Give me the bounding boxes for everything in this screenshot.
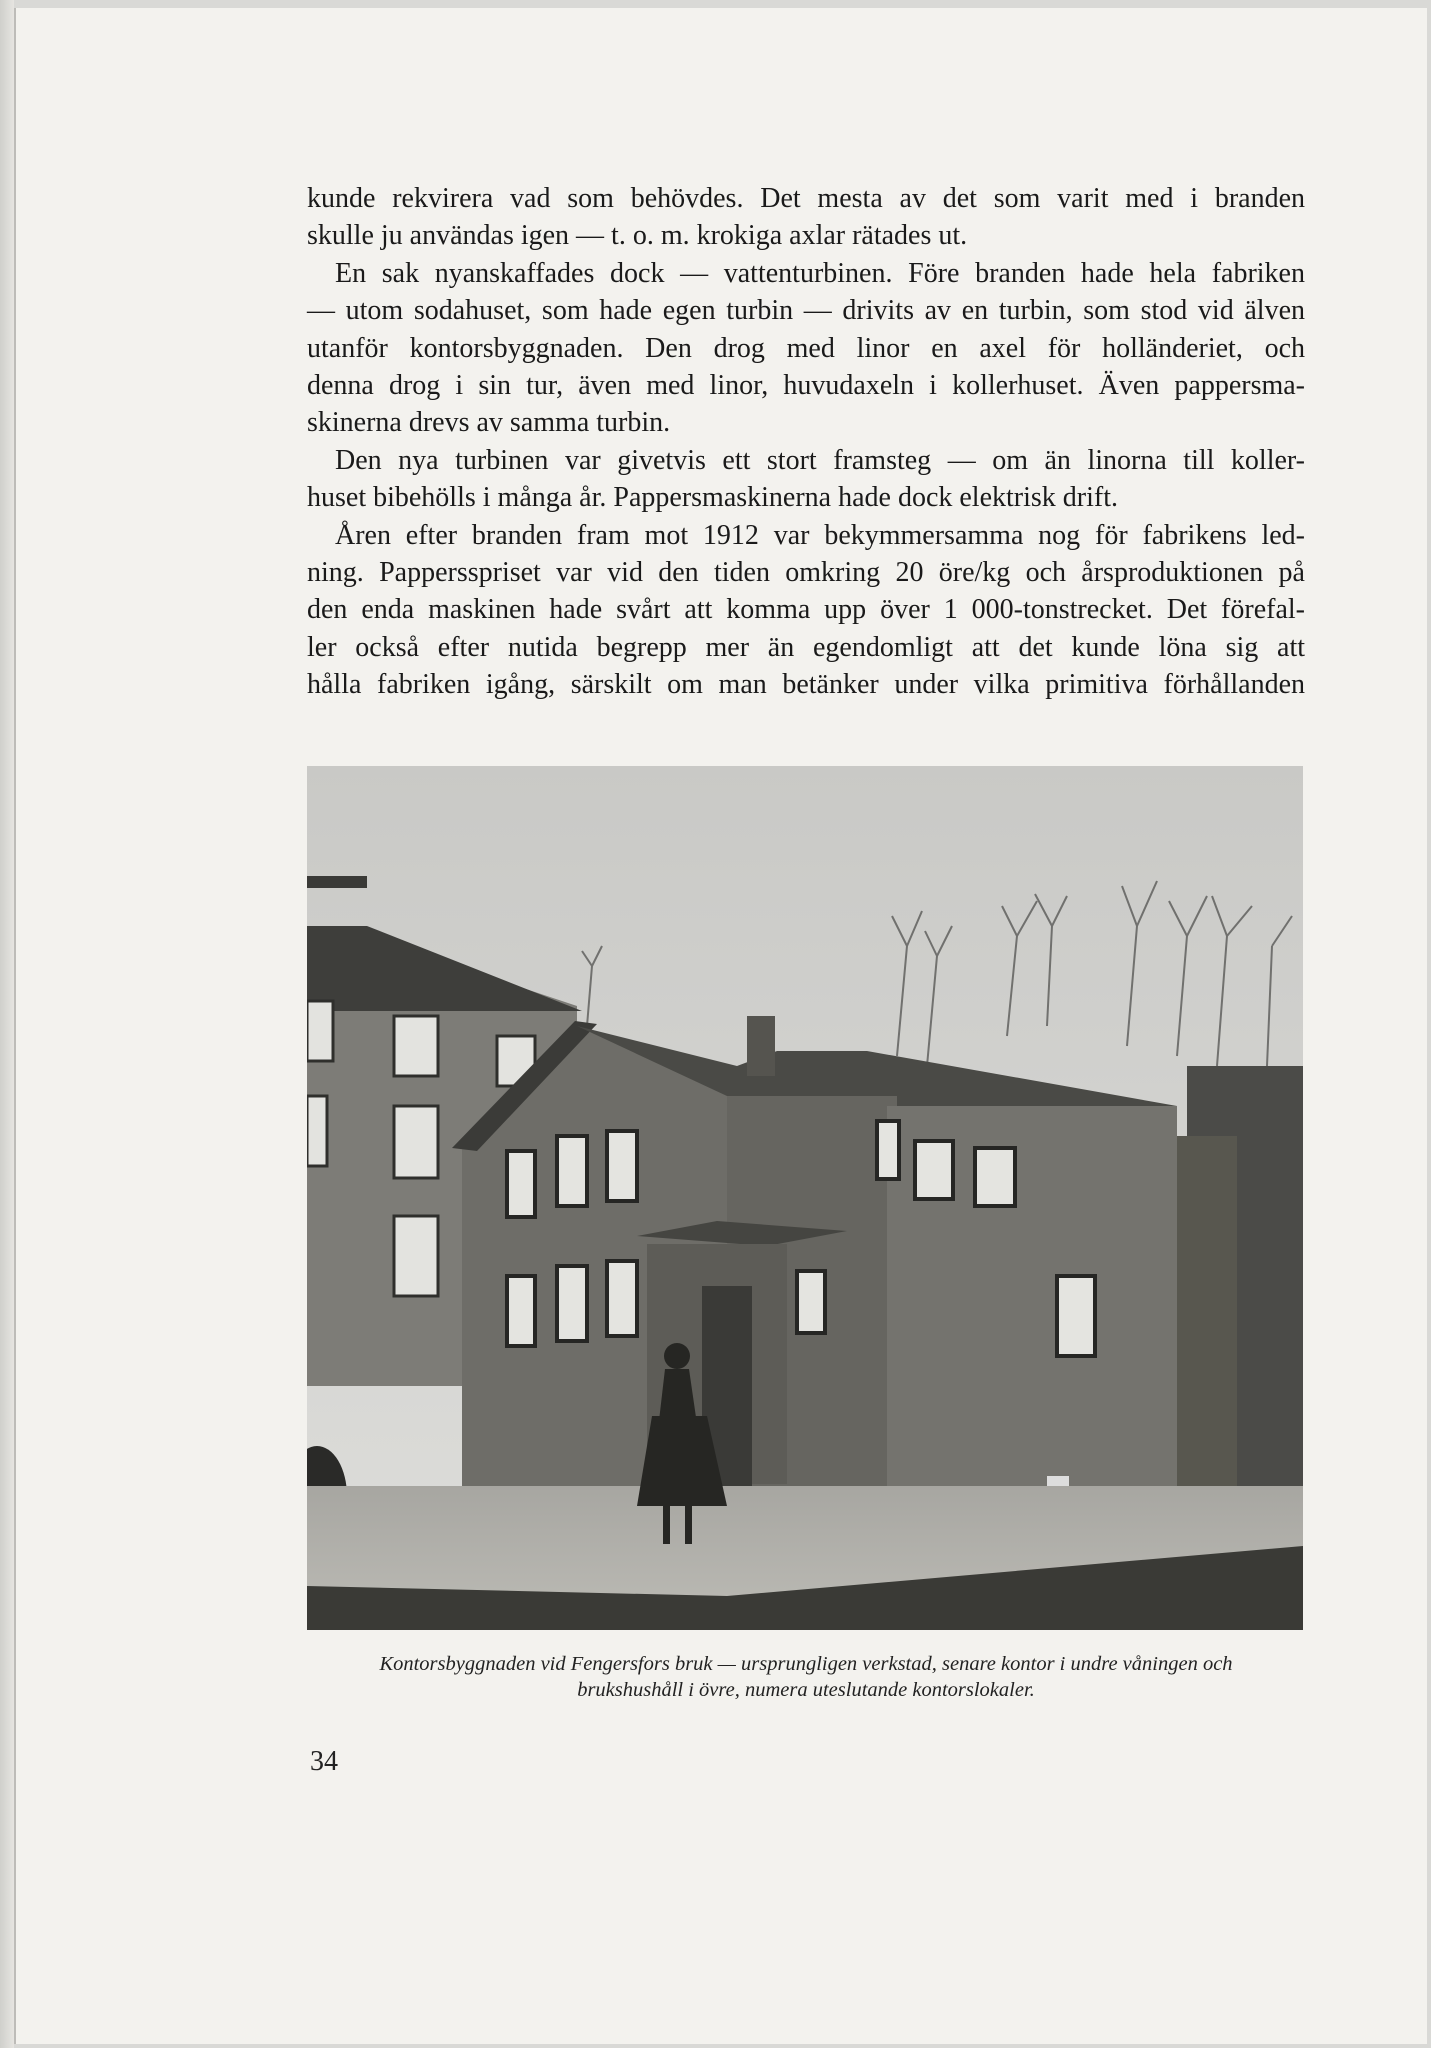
caption-line: Kontorsbyggnaden vid Fengersfors bruk — ursprungligen verkstad, senare kontor i undre våningen och xyxy=(379,1653,1233,1675)
text-line: denna drog i sin tur, även med linor, huvudaxeln i kollerhuset. Även pappersma- xyxy=(307,370,1305,402)
body-text xyxy=(307,180,1305,704)
text-line: kunde rekvirera vad som behövdes. Det mesta av det som varit med i branden xyxy=(307,183,1305,214)
text-line: — utom sodahuset, som hade egen turbin — drivits av en turbin, som stod vid älven xyxy=(307,295,1305,327)
page-edge xyxy=(0,0,14,2048)
photo-caption xyxy=(307,1651,1305,1703)
text-line: Den nya turbinen var givetvis ett stort framsteg — om än linorna till koller- xyxy=(335,444,1305,476)
text-line: skinerna drevs av samma turbin. xyxy=(307,407,671,439)
text-line: ning. Pappersspriset var vid den tiden omkring 20 öre/kg och årsproduktionen på xyxy=(307,557,1305,589)
text-line: skulle ju användas igen — t. o. m. krokiga axlar rätades ut. xyxy=(307,220,968,252)
caption-line: brukshushåll i övre, numera uteslutande kontorslokaler. xyxy=(577,1679,1035,1701)
text-line: den enda maskinen hade svårt att komma upp över 1 000-tonstrecket. Det förefal- xyxy=(307,594,1305,626)
text-line: En sak nyanskaffades dock — vattenturbinen. Före branden hade hela fabriken xyxy=(335,257,1305,289)
text-line: Åren efter branden fram mot 1912 var bekymmersamma nog för fabrikens led- xyxy=(335,519,1305,551)
text-line: huset bibehölls i många år. Pappersmaskinerna hade dock elektrisk drift. xyxy=(307,482,1119,514)
text-line: hålla fabriken igång, särskilt om man betänker under vilka primitiva förhållanden xyxy=(307,669,1305,701)
office-building-photo xyxy=(307,766,1303,1630)
page-number: 34 xyxy=(310,1746,338,1777)
text-line: ler också efter nutida begrepp mer än egendomligt att det kunde löna sig att xyxy=(307,631,1305,663)
text-line: utanför kontorsbyggnaden. Den drog med linor en axel för holländeriet, och xyxy=(307,332,1305,364)
